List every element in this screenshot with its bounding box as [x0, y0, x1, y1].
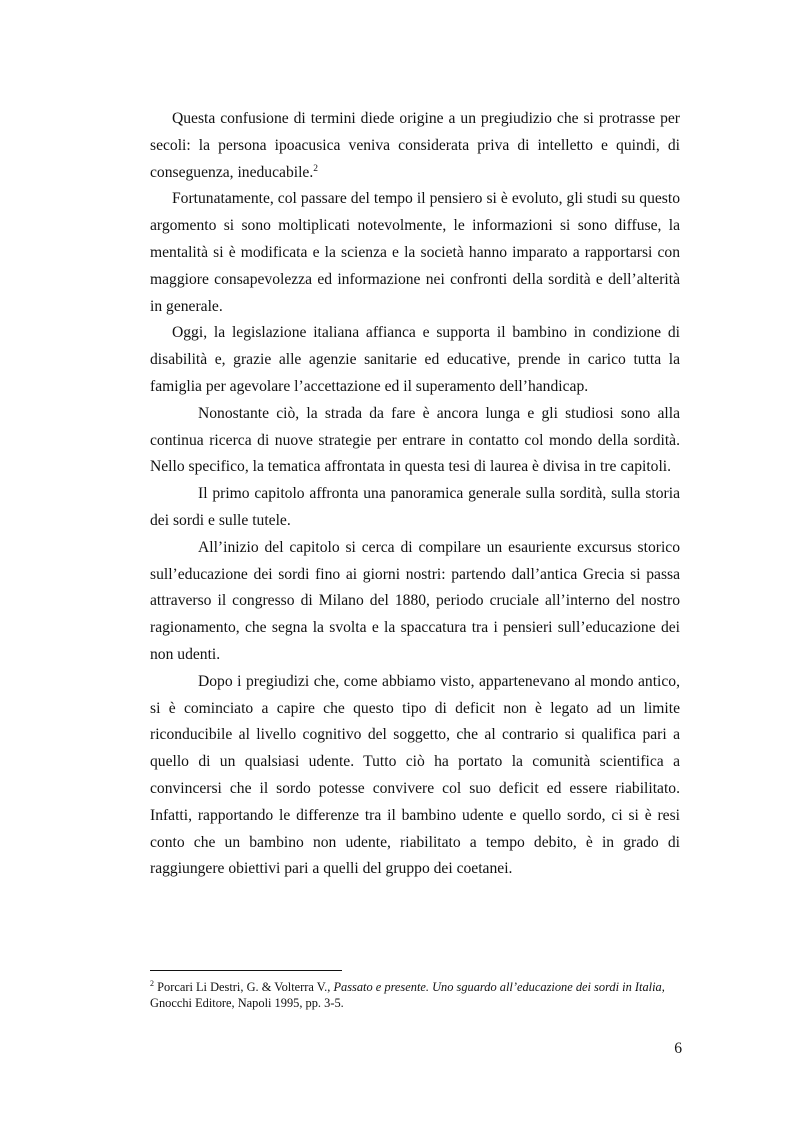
paragraph: Fortunatamente, col passare del tempo il pensiero si è evoluto, gli studi su questo argomento si sono moltiplicati notevolmente, le informazioni si sono diffuse, la mentalità si è modificata e la scienza e la società hanno imparato a rapportarsi con maggiore consapevolezza ed informazione nei confronti della sordità e dell’alterità in generale. — [150, 190, 680, 315]
body-text — [150, 106, 680, 883]
paragraph: Oggi, la legislazione italiana affianca e supporta il bambino in condizione di disabilità e, grazie alle agenzie sanitarie ed educative, prende in carico tutta la famiglia per agevolare l’accettazione ed il superamento dell’handicap. — [150, 324, 680, 395]
footnote — [150, 979, 682, 1011]
footnote-title: Passato e presente. Uno sguardo all’educazione dei sordi in Italia, — [333, 980, 665, 994]
footnote-authors: Porcari Li Destri, G. & Volterra V., — [157, 980, 334, 994]
paragraph: Dopo i pregiudizi che, come abbiamo visto, appartenevano al mondo antico, si è cominciato a capire che questo tipo di deficit non è legato ad un limite riconducibile al livello cognitivo del soggetto, che al contrario si qualifica pari a quello di un qualsiasi udente. Tutto ciò ha portato la comunità scientifica a convincersi che il sordo potesse convivere col suo deficit ed essere riabilitato. Infatti, rapportando le differenze tra il bambino udente e quello sordo, ci si è resi conto che un bambino non udente, riabilitato a tempo debito, è in grado di raggiungere obiettivi pari a quelli del gruppo dei coetanei. — [150, 672, 680, 878]
paragraph: All’inizio del capitolo si cerca di compilare un esauriente excursus storico sull’educazione dei sordi fino ai giorni nostri: partendo dall’antica Grecia si passa attraverso il congresso di Milano del 1880, periodo cruciale all’interno del nostro ragionamento, che segna la svolta e la spaccatura tra i pensieri sull’educazione dei non udenti. — [150, 538, 680, 663]
footnote-publisher: Gnocchi Editore, Napoli 1995, pp. 3-5. — [150, 996, 344, 1011]
paragraph: Questa confusione di termini diede origine a un pregiudizio che si protrasse per secoli: la persona ipoacusica veniva considerata priva di intelletto e quindi, di conseguenza, ineducabile.$^2$ — [150, 110, 680, 181]
footnote-reference[interactable]: 2 — [313, 163, 318, 174]
footnote-number: 2 — [150, 978, 154, 988]
footnote-separator — [150, 970, 342, 971]
paragraph: Il primo capitolo affronta una panoramica generale sulla sordità, sulla storia dei sordi e sulle tutele. — [150, 485, 680, 529]
paragraph: Nonostante ciò, la strada da fare è ancora lunga e gli studiosi sono alla continua ricerca di nuove strategie per entrare in contatto col mondo della sordità. Nello specifico, la tematica affrontata in questa tesi di laurea è divisa in tre capitoli. — [150, 404, 680, 476]
page-number: 6 — [674, 1040, 682, 1057]
